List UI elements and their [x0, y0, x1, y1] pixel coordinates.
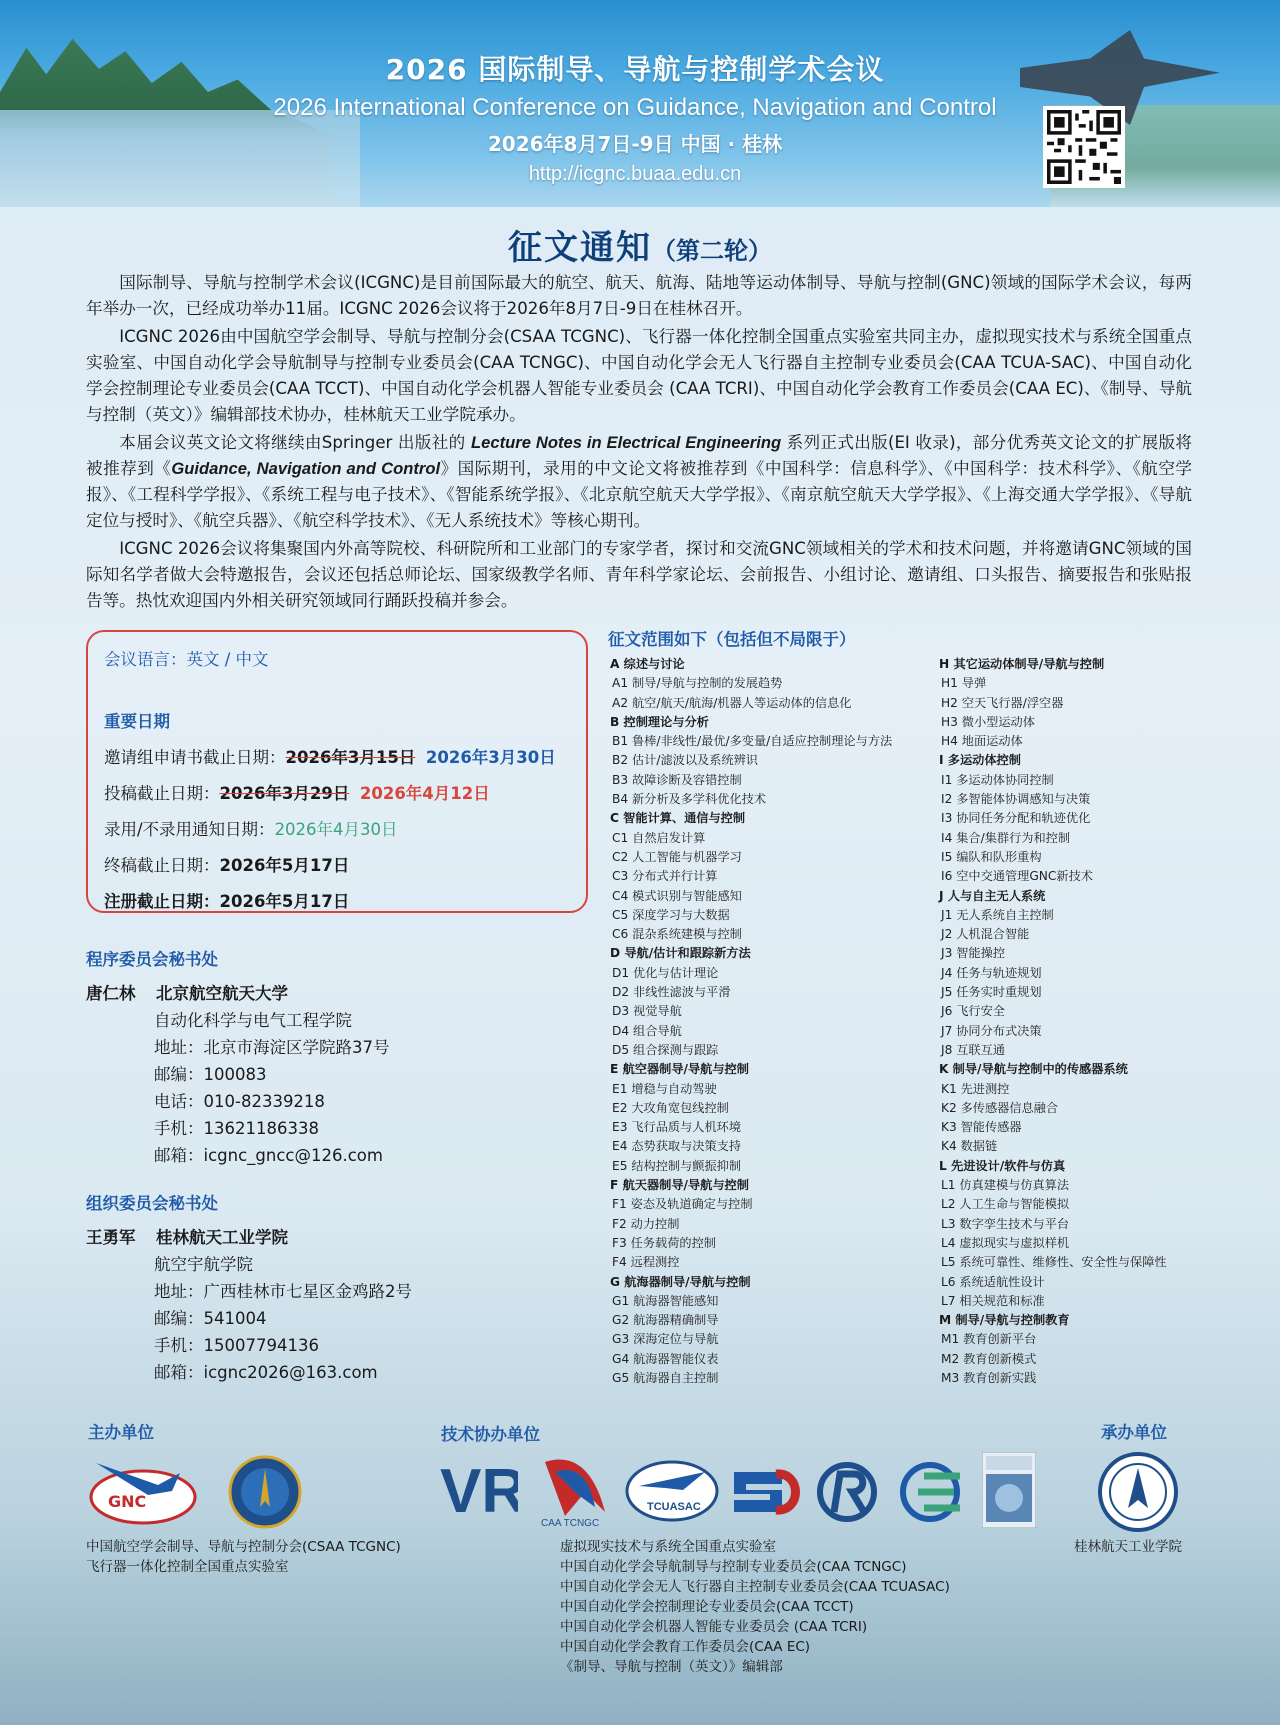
- conference-title-en: 2026 International Conference on Guidance, Navigation and Control: [273, 94, 997, 121]
- topics-column-1: [610, 655, 892, 1388]
- topic-item: G5 航海器自主控制: [612, 1370, 719, 1385]
- org-secretariat-heading: 组织委员会秘书处: [86, 1194, 218, 1213]
- topic-item: C5 深度学习与大数据: [612, 907, 730, 922]
- topic-category: D 导航/估计和跟踪新方法: [610, 946, 751, 961]
- tech-captions: [560, 1537, 950, 1677]
- topic-item: J7 协同分布式决策: [941, 1023, 1042, 1038]
- contact-dept: 航空宇航学院: [154, 1255, 253, 1274]
- topic-item: G1 航海器智能感知: [612, 1293, 719, 1308]
- date-value: 2026年4月30日: [274, 820, 398, 839]
- tech-caption: 中国自动化学会控制理论专业委员会(CAA TCCT): [560, 1599, 854, 1615]
- topic-item: H2 空天飞行器/浮空器: [941, 695, 1064, 710]
- caa-tcri-logo-icon: [814, 1462, 880, 1526]
- conference-language: 会议语言：英文 / 中文: [104, 650, 269, 669]
- topic-category: M 制导/导航与控制教育: [939, 1313, 1070, 1328]
- topic-category: F 航天器制导/导航与控制: [610, 1178, 749, 1193]
- topic-item: G3 深海定位与导航: [612, 1332, 719, 1347]
- intro-paragraph-2: ICGNC 2026由中国航空学会制导、导航与控制分会(CSAA TCGNC)、飞行器一体化控制全国重点实验室共同主办，虚拟现实技术与系统全国重点实验室、中国自动化学会导航制导与控制专业委员会(CAA TCNGC)、中国自动化学会无人飞行器自主控制专业委员会(CAA TCUA-SAC)、中国自动化学会控制理论专业委员会(CAA TCCT)、中国自动化学会机器人智能专业委员会 (CAA TCRI)、中国自动化学会教育工作委员会(CAA EC)、《制导、导航与控制（英文）》编辑部技术协办，桂林航天工业学院承办。: [86, 327, 1192, 424]
- topic-item: M1 教育创新平台: [941, 1332, 1037, 1347]
- topic-category: A 综述与讨论: [610, 657, 685, 671]
- old-date: 2026年3月15日: [285, 748, 416, 767]
- topic-item: L5 系统可靠性、维修性、安全性与保障性: [941, 1255, 1167, 1270]
- host-captions: [86, 1537, 401, 1577]
- topic-item: E1 增稳与自动驾驶: [612, 1081, 717, 1096]
- organizer-caption: 桂林航天工业学院: [1074, 1539, 1182, 1555]
- caa-tcct-logo-icon: [726, 1462, 806, 1526]
- topic-item: I4 集合/集群行为和控制: [941, 830, 1071, 845]
- topic-item: L6 系统适航性设计: [941, 1274, 1045, 1289]
- topic-category: H 其它运动体制导/导航与控制: [939, 657, 1105, 671]
- guilin-aerospace-university-logo-icon: [1098, 1452, 1178, 1536]
- caa-logo-text: CAA TCNGC: [541, 1518, 600, 1528]
- topic-item: L7 相关规范和标准: [941, 1293, 1045, 1308]
- contact-name-row: [86, 1224, 412, 1251]
- registration-deadline-row: [104, 888, 570, 912]
- topic-item: K1 先进测控: [941, 1081, 1010, 1096]
- topic-item: M2 教育创新模式: [941, 1351, 1037, 1366]
- csaa-gnc-logo-icon: [88, 1455, 198, 1529]
- contact-org: 北京航空航天大学: [156, 984, 288, 1003]
- topic-item: I2 多智能体协调感知与决策: [941, 792, 1091, 807]
- contact-mobile: 手机：15007794136: [154, 1336, 319, 1355]
- banner-text: [240, 48, 1030, 186]
- topic-item: F4 远程测控: [612, 1255, 680, 1270]
- topic-item: C3 分布式并行计算: [612, 869, 718, 884]
- tech-cosponsor-heading: 技术协办单位: [441, 1425, 540, 1444]
- topic-item: J2 人机混合智能: [941, 927, 1030, 942]
- topic-item: L3 数字孪生技术与平台: [941, 1216, 1070, 1231]
- topic-item: L2 人工生命与智能模拟: [941, 1197, 1070, 1212]
- topic-item: B2 估计/滤波以及系统辨识: [612, 753, 758, 768]
- topic-item: I5 编队和队形重构: [941, 849, 1042, 864]
- topic-item: E4 态势获取与决策支持: [612, 1139, 742, 1154]
- topic-item: C4 模式识别与智能感知: [612, 888, 742, 903]
- contact-email[interactable]: 邮箱：icgnc2026@163.com: [154, 1363, 378, 1382]
- topic-item: I1 多运动体协同控制: [941, 772, 1054, 787]
- intro-p3-part: 本届会议英文论文将继续由Springer 出版社的: [119, 433, 472, 452]
- topic-category: C 智能计算、通信与控制: [610, 811, 746, 826]
- topic-item: D4 组合导航: [612, 1023, 682, 1038]
- new-date: 2026年4月12日: [359, 784, 490, 803]
- program-secretariat: [86, 946, 390, 1169]
- organizing-secretariat: [86, 1190, 412, 1386]
- caa-tcngc-logo-icon: [535, 1452, 617, 1532]
- topic-item: C2 人工智能与机器学习: [612, 849, 742, 864]
- intro-p3-part: 》国际期刊，录用的中文论文将被推荐到《中国科学：信息科学》、《中国科学：技术科学》、《航空学报》、《工程科学学报》、《系统工程与电子技术》、《智能系统学报》、《北京航空航天大学学报》、《南京航空航天大学学报》、《上海交通大学学报》、《导航定位与授时》、《航空兵器》、《航空科学技术》、《无人系统技术》等核心期刊。: [86, 459, 1192, 530]
- vr-logo-text: VR: [440, 1458, 518, 1520]
- topic-item: B1 鲁棒/非线性/最优/多变量/自适应控制理论与方法: [612, 734, 893, 749]
- contact-postcode: 邮编：541004: [154, 1309, 267, 1328]
- intro-paragraph-3: [86, 430, 1192, 534]
- tech-caption: 中国自动化学会教育工作委员会(CAA EC): [560, 1639, 811, 1655]
- topic-item: K4 数据链: [941, 1139, 998, 1154]
- tech-caption: 中国自动化学会导航制导与控制专业委员会(CAA TCNGC): [560, 1559, 907, 1575]
- program-secretariat-heading: 程序委员会秘书处: [86, 950, 218, 969]
- topic-category: J 人与自主无人系统: [939, 888, 1046, 903]
- contact-dept: 自动化科学与电气工程学院: [154, 1011, 352, 1030]
- qr-code-graphic: [1047, 110, 1121, 184]
- tech-caption: 虚拟现实技术与系统全国重点实验室: [560, 1539, 776, 1555]
- intro-paragraph-4: ICGNC 2026会议将集聚国内外高等院校、科研院所和工业部门的专家学者，探讨和交流GNC领域相关的学术和技术问题，并将邀请GNC领域的国际知名学者做大会特邀报告，会议还包括总师论坛、国家级教学名师、青年科学家论坛、会前报告、小组讨论、邀请组、口头报告、摘要报告和张贴报告等。热忱欢迎国内外相关研究领域同行踊跃投稿并参会。: [86, 539, 1192, 610]
- topic-item: F1 姿态及轨道确定与控制: [612, 1197, 753, 1212]
- integrated-control-lab-logo-icon: [228, 1455, 302, 1533]
- topic-item: J5 任务实时重规划: [941, 985, 1042, 1000]
- date-label: 录用/不录用通知日期：: [104, 820, 275, 839]
- host-heading: 主办单位: [88, 1423, 154, 1442]
- topic-item: H4 地面运动体: [941, 734, 1023, 749]
- topic-item: A2 航空/航天/航海/机器人等运动体的信息化: [612, 695, 852, 710]
- contact-address: 地址：广西桂林市七星区金鸡路2号: [154, 1282, 412, 1301]
- topic-item: J4 任务与轨迹规划: [941, 965, 1042, 980]
- notification-date-row: [104, 816, 570, 840]
- topic-item: I3 协同任务分配和轨迹优化: [941, 811, 1091, 826]
- old-date: 2026年3月29日: [219, 784, 350, 803]
- gnc-journal-cover-icon: [982, 1452, 1036, 1532]
- tech-caption: 《制导、导航与控制（英文）》编辑部: [560, 1659, 783, 1675]
- notice-title-main: 征文通知: [508, 228, 652, 268]
- topic-item: E5 结构控制与颤振抑制: [612, 1158, 742, 1173]
- submission-deadline-row: [104, 780, 570, 804]
- gnc-journal-name: Guidance, Navigation and Control: [171, 459, 441, 478]
- topic-item: L1 仿真建模与仿真算法: [941, 1178, 1070, 1193]
- header-banner: [0, 0, 1280, 207]
- topic-item: J6 飞行安全: [941, 1004, 1005, 1019]
- topic-item: E3 飞行品质与人机环境: [612, 1120, 742, 1135]
- topic-item: J3 智能操控: [941, 946, 1005, 961]
- topic-item: B3 故障诊断及容错控制: [612, 772, 742, 787]
- important-dates-box: [86, 630, 588, 913]
- contact-org: 桂林航天工业学院: [156, 1228, 288, 1247]
- intro-text: [86, 270, 1192, 616]
- topic-category: E 航空器制导/导航与控制: [610, 1062, 749, 1077]
- topic-item: F3 任务载荷的控制: [612, 1235, 716, 1250]
- topic-item: K3 智能传感器: [941, 1120, 1022, 1135]
- topic-item: K2 多传感器信息融合: [941, 1100, 1059, 1115]
- notice-title: [0, 220, 1280, 269]
- topic-item: H3 微小型运动体: [941, 714, 1035, 729]
- date-label: 邀请组申请书截止日期：: [104, 748, 286, 767]
- topic-category: G 航海器制导/导航与控制: [610, 1274, 751, 1289]
- topic-item: G4 航海器智能仪表: [612, 1351, 719, 1366]
- topic-item: D2 非线性滤波与平滑: [612, 985, 731, 1000]
- notice-title-round: （第二轮）: [652, 237, 772, 265]
- invite-deadline-row: [104, 744, 570, 768]
- tech-caption: 中国自动化学会无人飞行器自主控制专业委员会(CAA TCUASAC): [560, 1579, 950, 1595]
- host-caption-1: 中国航空学会制导、导航与控制分会(CSAA TCGNC): [86, 1539, 401, 1555]
- lnee-series-name: Lecture Notes in Electrical Engineering: [471, 433, 782, 452]
- topic-item: B4 新分析及多学科优化技术: [612, 792, 767, 807]
- intro-p3-part: 系列正式出版(EI 收录)，部分优秀英文论文的扩展版将被推荐到《: [86, 433, 1192, 478]
- topic-item: J1 无人系统自主控制: [941, 907, 1054, 922]
- date-value: 2026年5月17日: [219, 892, 350, 911]
- contact-postcode: 邮编：100083: [154, 1065, 267, 1084]
- gnc-logo-text: GNC: [108, 1492, 147, 1511]
- new-date: 2026年3月30日: [425, 748, 556, 767]
- topic-item: I6 空中交通管理GNC新技术: [941, 869, 1093, 884]
- topic-item: E2 大攻角宽包线控制: [612, 1100, 729, 1115]
- host-caption-2: 飞行器一体化控制全国重点实验室: [86, 1559, 289, 1575]
- topic-item: D3 视觉导航: [612, 1004, 682, 1019]
- topic-item: M3 教育创新实践: [941, 1370, 1037, 1385]
- important-dates-heading: 重要日期: [104, 712, 170, 731]
- date-label: 投稿截止日期：: [104, 784, 220, 803]
- vr-lab-logo-icon: [440, 1458, 518, 1524]
- topic-item: A1 制导/导航与控制的发展趋势: [612, 676, 783, 691]
- topic-item: F2 动力控制: [612, 1216, 680, 1231]
- contact-address: 地址：北京市海淀区学院路37号: [154, 1038, 390, 1057]
- organizer-heading: 承办单位: [1101, 1423, 1167, 1442]
- conference-date-place: 2026年8月7日-9日 中国 · 桂林: [487, 132, 783, 156]
- topic-category: L 先进设计/软件与仿真: [939, 1158, 1066, 1173]
- topics-column-2: [939, 655, 1167, 1388]
- topic-item: J8 互联互通: [941, 1042, 1005, 1057]
- final-paper-deadline-row: [104, 852, 570, 876]
- topic-category: K 制导/导航与控制中的传感器系统: [939, 1062, 1128, 1077]
- topic-item: C1 自然启发计算: [612, 830, 706, 845]
- topic-item: L4 虚拟现实与虚拟样机: [941, 1235, 1070, 1250]
- tech-caption: 中国自动化学会机器人智能专业委员会 (CAA TCRI): [560, 1619, 868, 1635]
- contact-phone: 电话：010-82339218: [154, 1092, 325, 1111]
- topic-item: D1 优化与估计理论: [612, 965, 719, 980]
- topic-item: G2 航海器精确制导: [612, 1313, 719, 1328]
- conference-title-cn: 2026 国际制导、导航与控制学术会议: [385, 53, 885, 86]
- contact-name-row: [86, 980, 390, 1007]
- contact-name: 王勇军: [86, 1228, 136, 1247]
- contact-mobile: 手机：13621186338: [154, 1119, 319, 1138]
- tcuasac-logo-text: TCUASAC: [647, 1501, 701, 1513]
- qr-code-icon[interactable]: [1043, 106, 1125, 188]
- date-value: 2026年5月17日: [219, 856, 350, 875]
- topic-category: B 控制理论与分析: [610, 714, 709, 729]
- contact-name: 唐仁林: [86, 984, 136, 1003]
- tcuasac-logo-icon: [625, 1460, 719, 1526]
- caa-ec-logo-icon: [896, 1462, 970, 1526]
- topic-category: I 多运动体控制: [939, 753, 1021, 768]
- topics-heading: 征文范围如下（包括但不局限于）: [608, 630, 856, 649]
- date-label: 终稿截止日期：: [104, 856, 220, 875]
- date-label: 注册截止日期：: [104, 892, 220, 911]
- conference-url[interactable]: http://icgnc.buaa.edu.cn: [528, 163, 742, 185]
- topic-item: D5 组合探测与跟踪: [612, 1042, 719, 1057]
- contact-email[interactable]: 邮箱：icgnc_gncc@126.com: [154, 1146, 383, 1165]
- topic-item: H1 导弹: [941, 676, 987, 691]
- intro-paragraph-1: 国际制导、导航与控制学术会议(ICGNC)是目前国际最大的航空、航天、航海、陆地等运动体制导、导航与控制(GNC)领域的国际学术会议，每两年举办一次，已经成功举办11届。ICGNC 2026会议将于2026年8月7日-9日在桂林召开。: [86, 273, 1192, 318]
- topic-item: C6 混杂系统建模与控制: [612, 927, 742, 942]
